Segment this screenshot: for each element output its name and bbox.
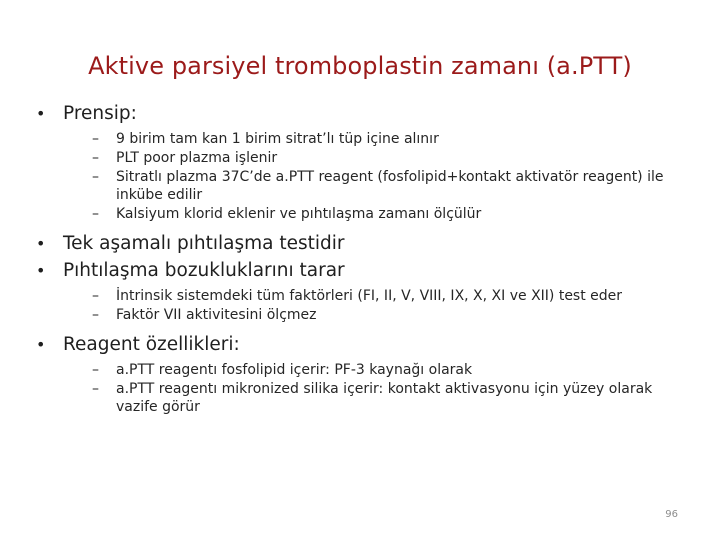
bullet-item xyxy=(36,334,686,356)
sub-item xyxy=(92,306,686,324)
bullet-icon: • xyxy=(36,261,46,280)
sub-text: a.PTT reagentı mikronized silika içerir: kontakt aktivasyonu için yüzey olarak vazife görür xyxy=(116,381,653,415)
dash-icon: – xyxy=(92,206,99,222)
sub-item xyxy=(92,205,686,223)
sub-list xyxy=(92,130,686,223)
sub-item xyxy=(92,168,686,204)
dash-icon: – xyxy=(92,150,99,166)
bullet-icon: • xyxy=(36,234,46,253)
bullet-item xyxy=(36,103,686,125)
dash-icon: – xyxy=(92,131,99,147)
bullet-text: Pıhtılaşma bozukluklarını tarar xyxy=(63,260,345,281)
sub-text: PLT poor plazma işlenir xyxy=(116,150,278,166)
sub-text: a.PTT reagentı fosfolipid içerir: PF-3 kaynağı olarak xyxy=(116,362,473,378)
sub-text: Kalsiyum klorid eklenir ve pıhtılaşma zamanı ölçülür xyxy=(116,206,482,222)
bullet-item xyxy=(36,233,686,255)
slide-content xyxy=(36,103,686,426)
page-number: 96 xyxy=(665,509,678,520)
sub-text: 9 birim tam kan 1 birim sitrat’lı tüp içine alınır xyxy=(116,131,439,147)
dash-icon: – xyxy=(92,288,99,304)
sub-item xyxy=(92,361,686,379)
bullet-icon: • xyxy=(36,335,46,354)
dash-icon: – xyxy=(92,362,99,378)
bullet-item xyxy=(36,260,686,282)
sub-list xyxy=(92,287,686,324)
sub-text: Faktör VII aktivitesini ölçmez xyxy=(116,307,317,323)
dash-icon: – xyxy=(92,169,99,185)
sub-item xyxy=(92,149,686,167)
sub-item xyxy=(92,130,686,148)
slide-title: Aktive parsiyel tromboplastin zamanı (a.PTT) xyxy=(88,52,632,80)
dash-icon: – xyxy=(92,381,99,397)
bullet-text: Reagent özellikleri: xyxy=(63,334,240,355)
sub-item xyxy=(92,287,686,305)
bullet-text: Tek aşamalı pıhtılaşma testidir xyxy=(63,233,345,254)
bullet-text: Prensip: xyxy=(63,103,137,124)
bullet-icon: • xyxy=(36,104,46,123)
sub-text: İntrinsik sistemdeki tüm faktörleri (FI, II, V, VIII, IX, X, XI ve XII) test eder xyxy=(116,288,623,304)
sub-list xyxy=(92,361,686,416)
sub-item xyxy=(92,380,686,416)
dash-icon: – xyxy=(92,307,99,323)
sub-text: Sitratlı plazma 37C’de a.PTT reagent (fosfolipid+kontakt aktivatör reagent) ile inkübe edilir xyxy=(116,169,664,203)
